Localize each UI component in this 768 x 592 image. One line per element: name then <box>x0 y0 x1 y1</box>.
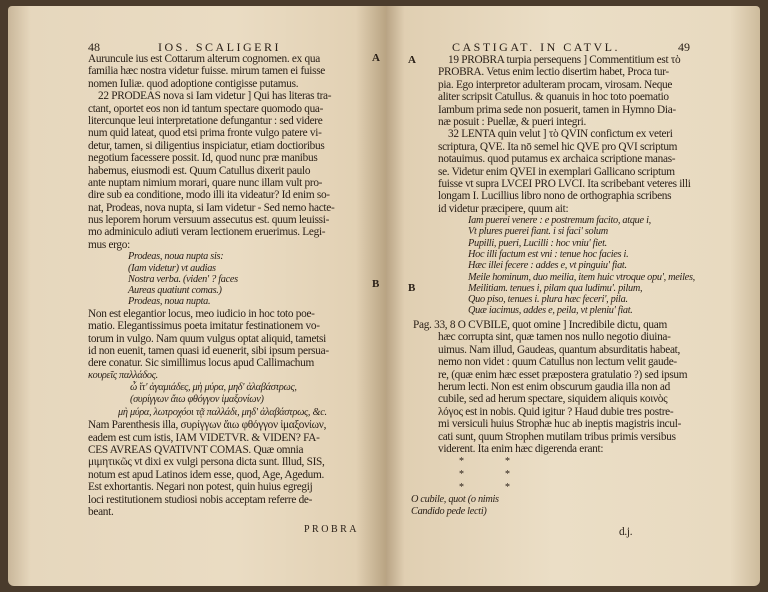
text-line: ante nuptam nimium morari, quare nunc illam vult pro- <box>88 176 323 189</box>
page-number: 49 <box>678 40 690 54</box>
text-line: mus ergo: <box>88 238 130 251</box>
text-line: dire sub ea conditione, modo illi ita videatur? Id enim so- <box>88 189 330 202</box>
catchword: PROBRA <box>304 524 360 535</box>
signature-mark: d.j. <box>619 526 633 538</box>
asterisk-lacuna <box>441 455 687 494</box>
text-line: Vt plures puerei fiant. i si faci' solum <box>468 226 608 238</box>
text-line: Quæ iacimus, addes e, peila, vt pleniu' fiat. <box>468 305 633 317</box>
text-line: viderent. Ita enim hæc digerenda erant: <box>438 442 604 455</box>
margin-mark-b: B <box>408 282 416 294</box>
asterisk: * <box>505 482 510 494</box>
text-line: CES AVREAS QVATIVNT COMAS. Quæ omnia <box>88 444 304 457</box>
text-line: re, (quæ enim hæc esset præpostera gratulatio ?) sed ipsum <box>438 368 688 381</box>
text-line: notauimus. quod putamus ex archaica scriptione manas- <box>438 153 676 166</box>
text-line: litercunque leui interpretatione defungantur : sed videre <box>88 114 323 127</box>
margin-mark-a: A <box>372 52 380 64</box>
text-line: beant. <box>88 505 114 518</box>
text-line: Non est elegantior locus, meo iudicio in hoc toto poe- <box>88 307 315 320</box>
text-line: 22 PRODEAS nova si Iam videtur ] Qui has literas tra- <box>98 90 332 103</box>
text-line: Hoc illi factum est vni : tenue hoc facies i. <box>468 248 629 260</box>
paragraph <box>88 419 334 518</box>
text-line: O cubile, quot (o nimis <box>411 494 499 506</box>
verse-quote <box>428 215 695 317</box>
asterisk: * <box>459 456 464 468</box>
text-line: pia. Ego interpretor adulteram procam, virosam. Neque <box>438 78 673 91</box>
text-line: (Iam videtur) vt audias <box>128 262 216 274</box>
text-line: id non euenit, tamen quasi id euenerit, sibi ipsum persua- <box>88 344 329 357</box>
text-line: scriptura, QVE. Ita nō semel hic QVE pro QVI scriptum <box>438 140 678 153</box>
text-line: cubile, sed ad herum spectare, siquidem aliquis κοινὸς <box>438 393 668 406</box>
verse-quote <box>411 494 687 517</box>
text-line: κουρεῖς παλλάδος. <box>88 369 158 381</box>
text-line: notum est apud Latinos idem esse, quod, Age, Agedum. <box>88 468 325 481</box>
text-line: μὴ μύρα, λωτροχόοι τᾷ παλλάδι, μηδ' ἀλαβάστρως, &c. <box>118 406 327 418</box>
text-line: Prodeas, noua nupta. <box>128 296 211 308</box>
text-line: fuisse vt supra LVCEI PRO LVCI. Ita scribebant veteres illi <box>438 177 691 190</box>
text-line: 32 LENTA quin velut ] τὸ QVIN confictum ex veteri <box>448 128 673 141</box>
text-line: Pag. 33, 8 O CVBILE, quot omine ] Incredibile dictu, quam <box>413 319 667 331</box>
text-line: longam I. Lucillius libro nono de orthographia scribens <box>438 190 672 203</box>
text-line: Hæc illei fecere : addes e, vt pinguiu' fiat. <box>468 260 627 272</box>
text-line: eadem est cum istis, IAM VIDETVR. & VIDEN? FA- <box>88 431 320 444</box>
paragraph <box>413 319 687 455</box>
text-line: Est exhortantis. Negari non potest, quin huius egregij <box>88 481 313 494</box>
text-line: ctant, oportet eos non id tantum spectare quomodo qua- <box>88 102 324 115</box>
text-line: detur, tamen, si diligentius inspiciatur, etiam doctioribus <box>88 139 325 152</box>
text-body-lower <box>413 319 687 517</box>
text-line: Nam Parenthesis illa, συρίγγων ἄιω φθόγγον ἱμαξονίων, <box>88 419 327 432</box>
text-line: nomen Iuliæ. quod adoptione contigisse putamus. <box>88 77 299 90</box>
text-line: Quo piso, tenues i. plura hæc feceri', pila. <box>468 294 628 306</box>
asterisk: * <box>459 482 464 494</box>
margin-mark-b: B <box>372 278 380 290</box>
text-line: cati sunt, quum Strophen mutilam tribus primis versibus <box>438 430 676 443</box>
text-line: num quid lateat, quod etsi prima fronte vulgo patere vi- <box>88 127 322 140</box>
text-line: herum lecti. Non est enim obscurum gaudia illa non ad <box>438 380 670 393</box>
greek-quote <box>88 370 334 420</box>
text-line: mo adminiculo adiuti veram lectionem eruerimus. Legi- <box>88 226 326 239</box>
text-line: mi versiculi huius Strophæ huc ab ineptis magistris incul- <box>438 418 682 431</box>
text-line: nat, Prodeas, nova nupta, si Iam videtur - Sed nemo hacte- <box>88 201 335 214</box>
text-line: Iam puerei venere : e postremum facito, atque i, <box>468 215 651 227</box>
text-line: Meilitiam. tenues i, pilam qua ludimu'. pilum, <box>468 282 643 294</box>
text-line: Candido pede lecti) <box>411 505 487 517</box>
text-line: Pupilli, pueri, Lucilli : hoc vniu' fiet. <box>468 237 607 249</box>
text-line: Aureas quatiunt comas.) <box>128 285 222 297</box>
text-line: PROBRA. Vetus enim lectio disertim habet, Proca tur- <box>438 66 669 79</box>
text-line: nus leporem horum versuum assecutus est. quum leuissi- <box>88 214 330 227</box>
text-line: nemo non videt : quum Catullus non lectum velit gaude- <box>438 356 677 369</box>
left-page <box>8 6 386 586</box>
text-line: Nostra verba. (viden' ? faces <box>128 273 238 285</box>
running-head: IOS. SCALIGERI <box>158 40 282 54</box>
text-line: se. Videtur enim QVEI in exemplari Gallicano scriptum <box>438 165 675 178</box>
paragraph <box>88 53 334 251</box>
text-body <box>88 53 334 518</box>
text-line: λόγος est in nobis. Quid igitur ? Haud dubie tres postre- <box>438 405 674 418</box>
text-line: uimus. Nam illud, Gaudeas, quantum absurditatis habeat, <box>438 343 681 356</box>
margin-mark-a: A <box>408 54 416 66</box>
text-line: aliter scripsit Catullus. & quanuis in hoc toto poematio <box>438 91 669 104</box>
asterisk: * <box>505 469 510 481</box>
text-line: dere conatur. Sic simillimus locus apud Callimachum <box>88 357 314 370</box>
text-line: næ posuit : Puellæ, & pueri integri. <box>438 115 586 128</box>
text-line: Prodeas, noua nupta sis: <box>128 251 224 263</box>
text-line: id videtur præcipere, quum ait: <box>438 202 569 215</box>
text-line: (συρίγγων ἄιω φθόγγον ἱμαξονίων) <box>130 394 264 406</box>
text-line: ὦ ἴτ' ἀγαμιάδες, μὴ μύρα, μηδ' ἀλαβάστρως, <box>130 382 297 394</box>
text-line: Iambum prima sede non posuerit, tamen in Hymno Dia- <box>438 103 676 116</box>
text-line: loci restitutionem studiosi nobis acceptam referre de- <box>88 493 313 506</box>
page-number: 48 <box>88 40 100 54</box>
text-line: negotium facessere possit. Id, quod nunc præ manibus <box>88 152 318 165</box>
text-line: torum in vulgo. Nam quum vulgus optat aliquid, tametsi <box>88 332 326 345</box>
paragraph <box>438 54 695 215</box>
text-line: matio. Elegantissimus poeta imitatur festinationem vo- <box>88 320 320 333</box>
asterisk: * <box>505 456 510 468</box>
text-line: Meile hominum, duo meilia, item huic vtroque opu', meiles, <box>468 271 695 283</box>
text-body <box>438 54 695 317</box>
text-line: μιμητικῶς vt dixi ex vulgi persona dicta sunt. Illud, SIS, <box>88 456 325 469</box>
running-head: CASTIGAT. IN CATVL. <box>452 40 620 54</box>
right-page <box>386 6 760 586</box>
text-line: 19 PROBRA turpia persequens ] Commentitium est τὸ <box>448 54 681 66</box>
text-line: habemus, eiusmodi est. Quum Catullus dixerit paulo <box>88 164 311 177</box>
paragraph <box>88 308 334 370</box>
text-line: familia hæc nostra videtur fuisse. mirum tamen ei fuisse <box>88 65 326 78</box>
verse-quote <box>88 251 334 307</box>
text-line: hæc corrupta sint, quæ tamen nos nullo negotio diuina- <box>438 331 671 344</box>
text-line: Auruncule ius est Cottarum alterum cognomen. ex qua <box>88 53 320 65</box>
asterisk: * <box>459 469 464 481</box>
